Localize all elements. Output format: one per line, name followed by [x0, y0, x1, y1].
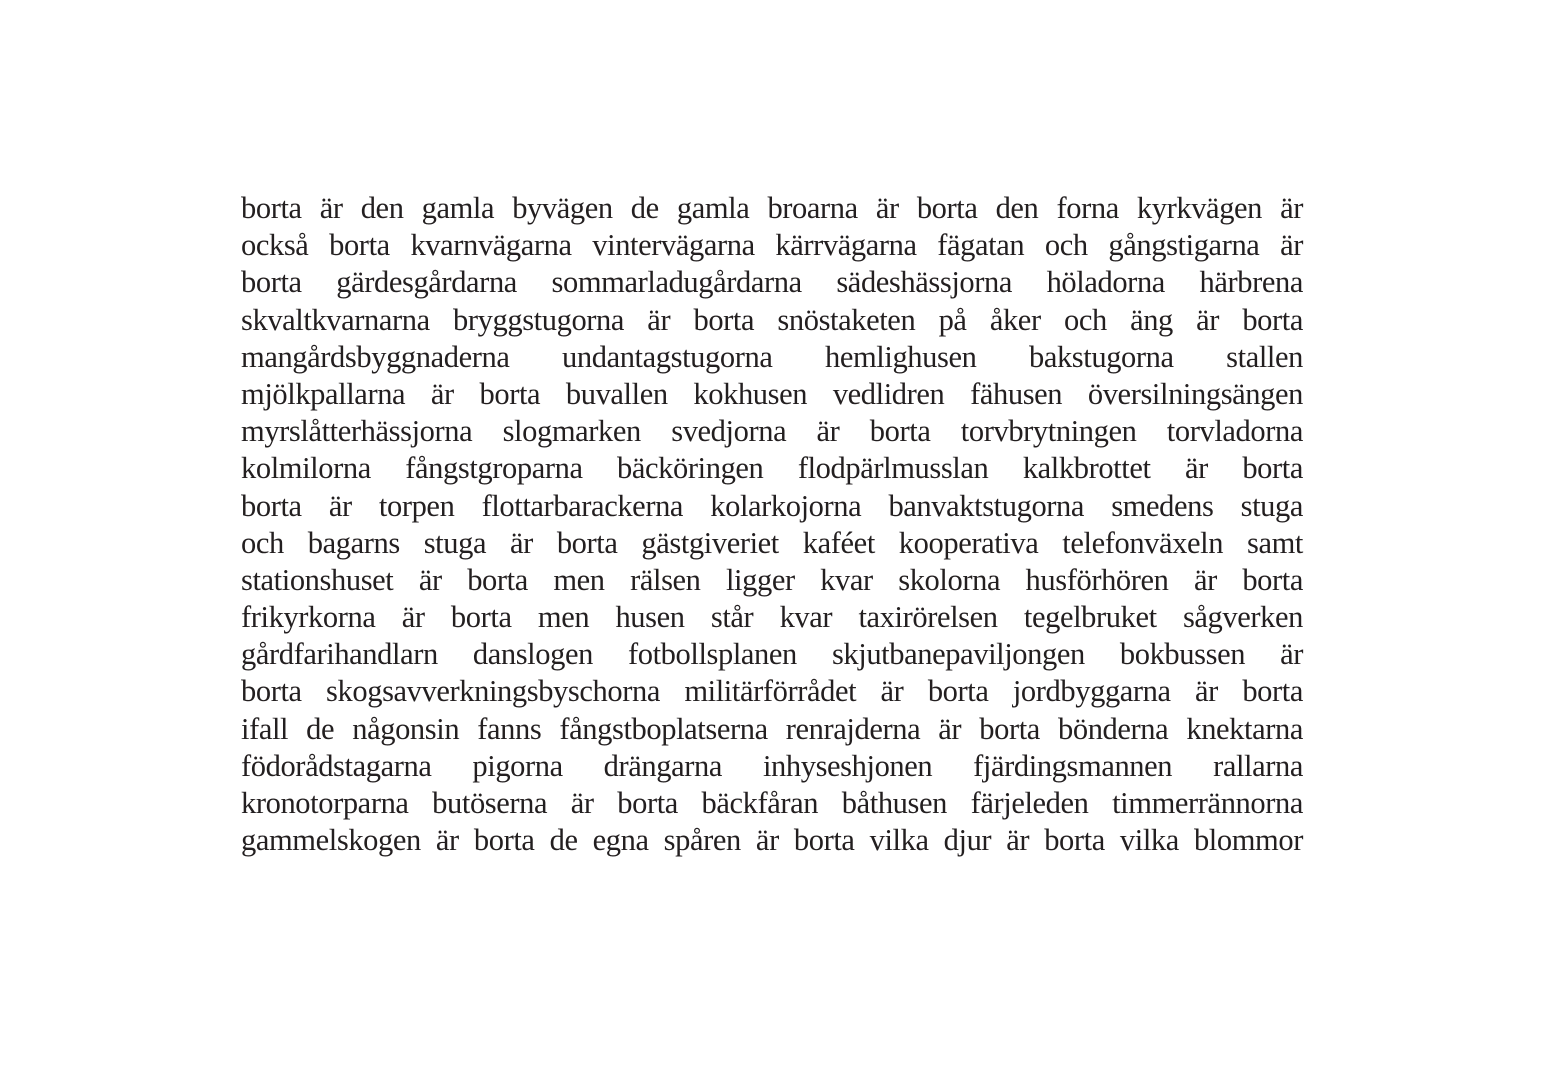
- poem-line-13: gårdfarihandlarn danslogen fotbollsplanen skjutbanepaviljongen bokbussen är: [241, 637, 1303, 672]
- poem-line-7: myrslåtterhässjorna slogmarken svedjorna är borta torvbrytningen torvladorna: [241, 414, 1303, 449]
- poem-line-3: borta gärdesgårdarna sommarladugårdarna sädeshässjorna höladorna härbrena: [241, 265, 1303, 300]
- poem-line-11: stationshuset är borta men rälsen ligger kvar skolorna husförhören är borta: [241, 562, 1303, 597]
- poem-line-10: och bagarns stuga är borta gästgiveriet kaféet kooperativa telefonväxeln samt: [241, 525, 1303, 560]
- poem-line-12: frikyrkorna är borta men husen står kvar taxirörelsen tegelbruket sågverken: [241, 600, 1303, 635]
- poem-line-1: borta är den gamla byvägen de gamla broarna är borta den forna kyrkvägen är: [241, 191, 1303, 225]
- poem-line-6: mjölkpallarna är borta buvallen kokhusen vedlidren fähusen översilningsängen: [241, 376, 1303, 411]
- poem-line-17: kronotorparna butöserna är borta bäckfåran båthusen färjeleden timmerrännorna: [241, 786, 1303, 820]
- poem-line-15: ifall de någonsin fanns fångstboplatserna renrajderna är borta bönderna knektarna: [241, 711, 1303, 746]
- poem-line-14: borta skogsavverkningsbyschorna militärförrådet är borta jordbyggarna är borta: [241, 674, 1303, 709]
- poem-line-18: gammelskogen är borta de egna spåren är borta vilka djur är borta vilka blommor: [241, 823, 1303, 858]
- poem-line-5: mangårdsbyggnaderna undantagstugorna hemlighusen bakstugorna stallen: [241, 339, 1303, 374]
- poem-line-4: skvaltkvarnarna bryggstugorna är borta snöstaketen på åker och äng är borta: [241, 302, 1303, 337]
- poem-line-8: kolmilorna fångstgroparna bäcköringen flodpärlmusslan kalkbrottet är borta: [241, 451, 1303, 486]
- poem-line-16: födorådstagarna pigorna drängarna inhyseshjonen fjärdingsmannen rallarna: [241, 748, 1303, 783]
- poem-text-block: [241, 190, 1303, 859]
- poem-line-9: borta är torpen flottarbarackerna kolarkojorna banvaktstugorna smedens stuga: [241, 488, 1303, 523]
- poem-line-2: också borta kvarnvägarna vintervägarna kärrvägarna fägatan och gångstigarna är: [241, 228, 1303, 263]
